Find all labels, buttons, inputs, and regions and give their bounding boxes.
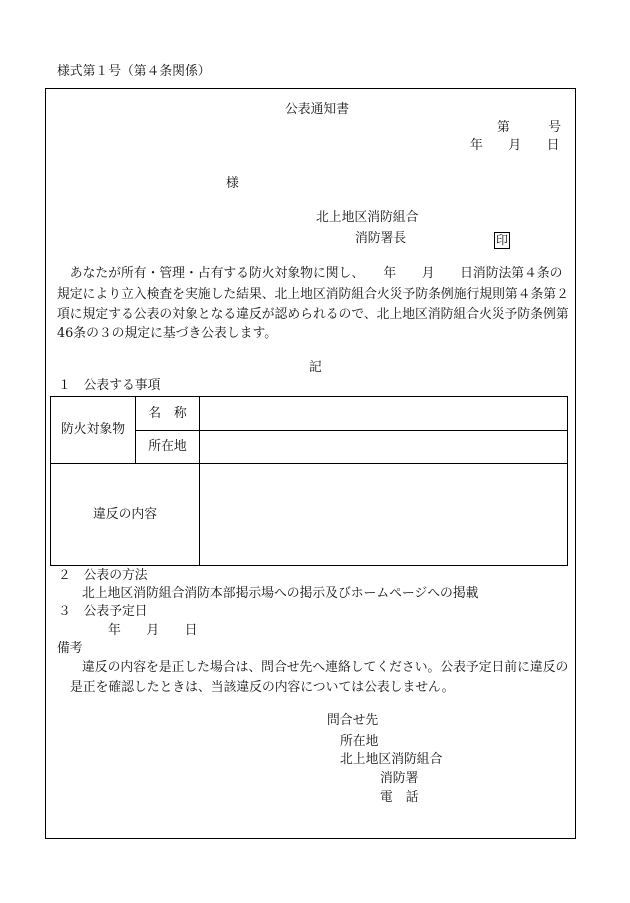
remarks-line: 是正を確認したときは、当該違反の内容については公表しません。 <box>70 680 455 695</box>
violation-value-cell <box>200 464 568 566</box>
contact-station: 消防署 <box>380 771 419 786</box>
address-value-cell <box>200 431 568 464</box>
contact-address-label: 所在地 <box>340 734 379 749</box>
section1-heading: １ 公表する事項 <box>58 378 161 393</box>
body-line: 項に規定する公表の対象となる違反が認められるので、北上地区消防組合火災予防条例第 <box>57 307 569 322</box>
fire-prevention-object-label: 防火対象物 <box>51 397 136 464</box>
sender-organization: 北上地区消防組合 <box>316 210 419 225</box>
body-line: 規定により立入検査を実施した結果、北上地区消防組合火災予防条例施行規則第４条第２ <box>57 287 569 302</box>
form-number: 様式第１号（第４条関係） <box>57 64 211 79</box>
contact-phone-label: 電 話 <box>380 790 419 805</box>
section3-heading: ３ 公表予定日 <box>58 604 148 619</box>
seal-mark: 印 <box>495 233 508 247</box>
remarks-line: 違反の内容を是正した場合は、問合せ先へ連絡してください。公表予定日前に違反の <box>82 660 569 675</box>
scheduled-date: 年 月 日 <box>108 623 198 638</box>
sender-title: 消防署長 <box>355 231 407 246</box>
addressee-suffix: 様 <box>226 176 239 191</box>
disclosure-items-table <box>50 396 568 566</box>
contact-organization: 北上地区消防組合 <box>340 752 443 767</box>
violation-label: 違反の内容 <box>51 464 200 566</box>
notice-date: 年 月 日 <box>470 138 560 153</box>
disclosure-method-text: 北上地区消防組合消防本部掲示場への掲示及びホームページへの掲載 <box>82 586 479 601</box>
contact-heading: 問合せ先 <box>327 713 379 728</box>
table-row <box>51 397 568 431</box>
body-line: あなたが所有・管理・占有する防火対象物に関し、 年 月 日消防法第４条の <box>57 266 563 281</box>
ki-heading: 記 <box>309 360 322 375</box>
table-row <box>51 464 568 566</box>
notice-number: 第 号 <box>497 120 561 135</box>
document-title: 公表通知書 <box>285 102 349 117</box>
name-label: 名 称 <box>136 397 200 431</box>
remarks-heading: 備考 <box>57 641 83 656</box>
section2-heading: ２ 公表の方法 <box>58 568 148 583</box>
name-value-cell <box>200 397 568 431</box>
body-line: 46条の３の規定に基づき公表します。 <box>57 326 278 341</box>
address-label: 所在地 <box>136 431 200 464</box>
